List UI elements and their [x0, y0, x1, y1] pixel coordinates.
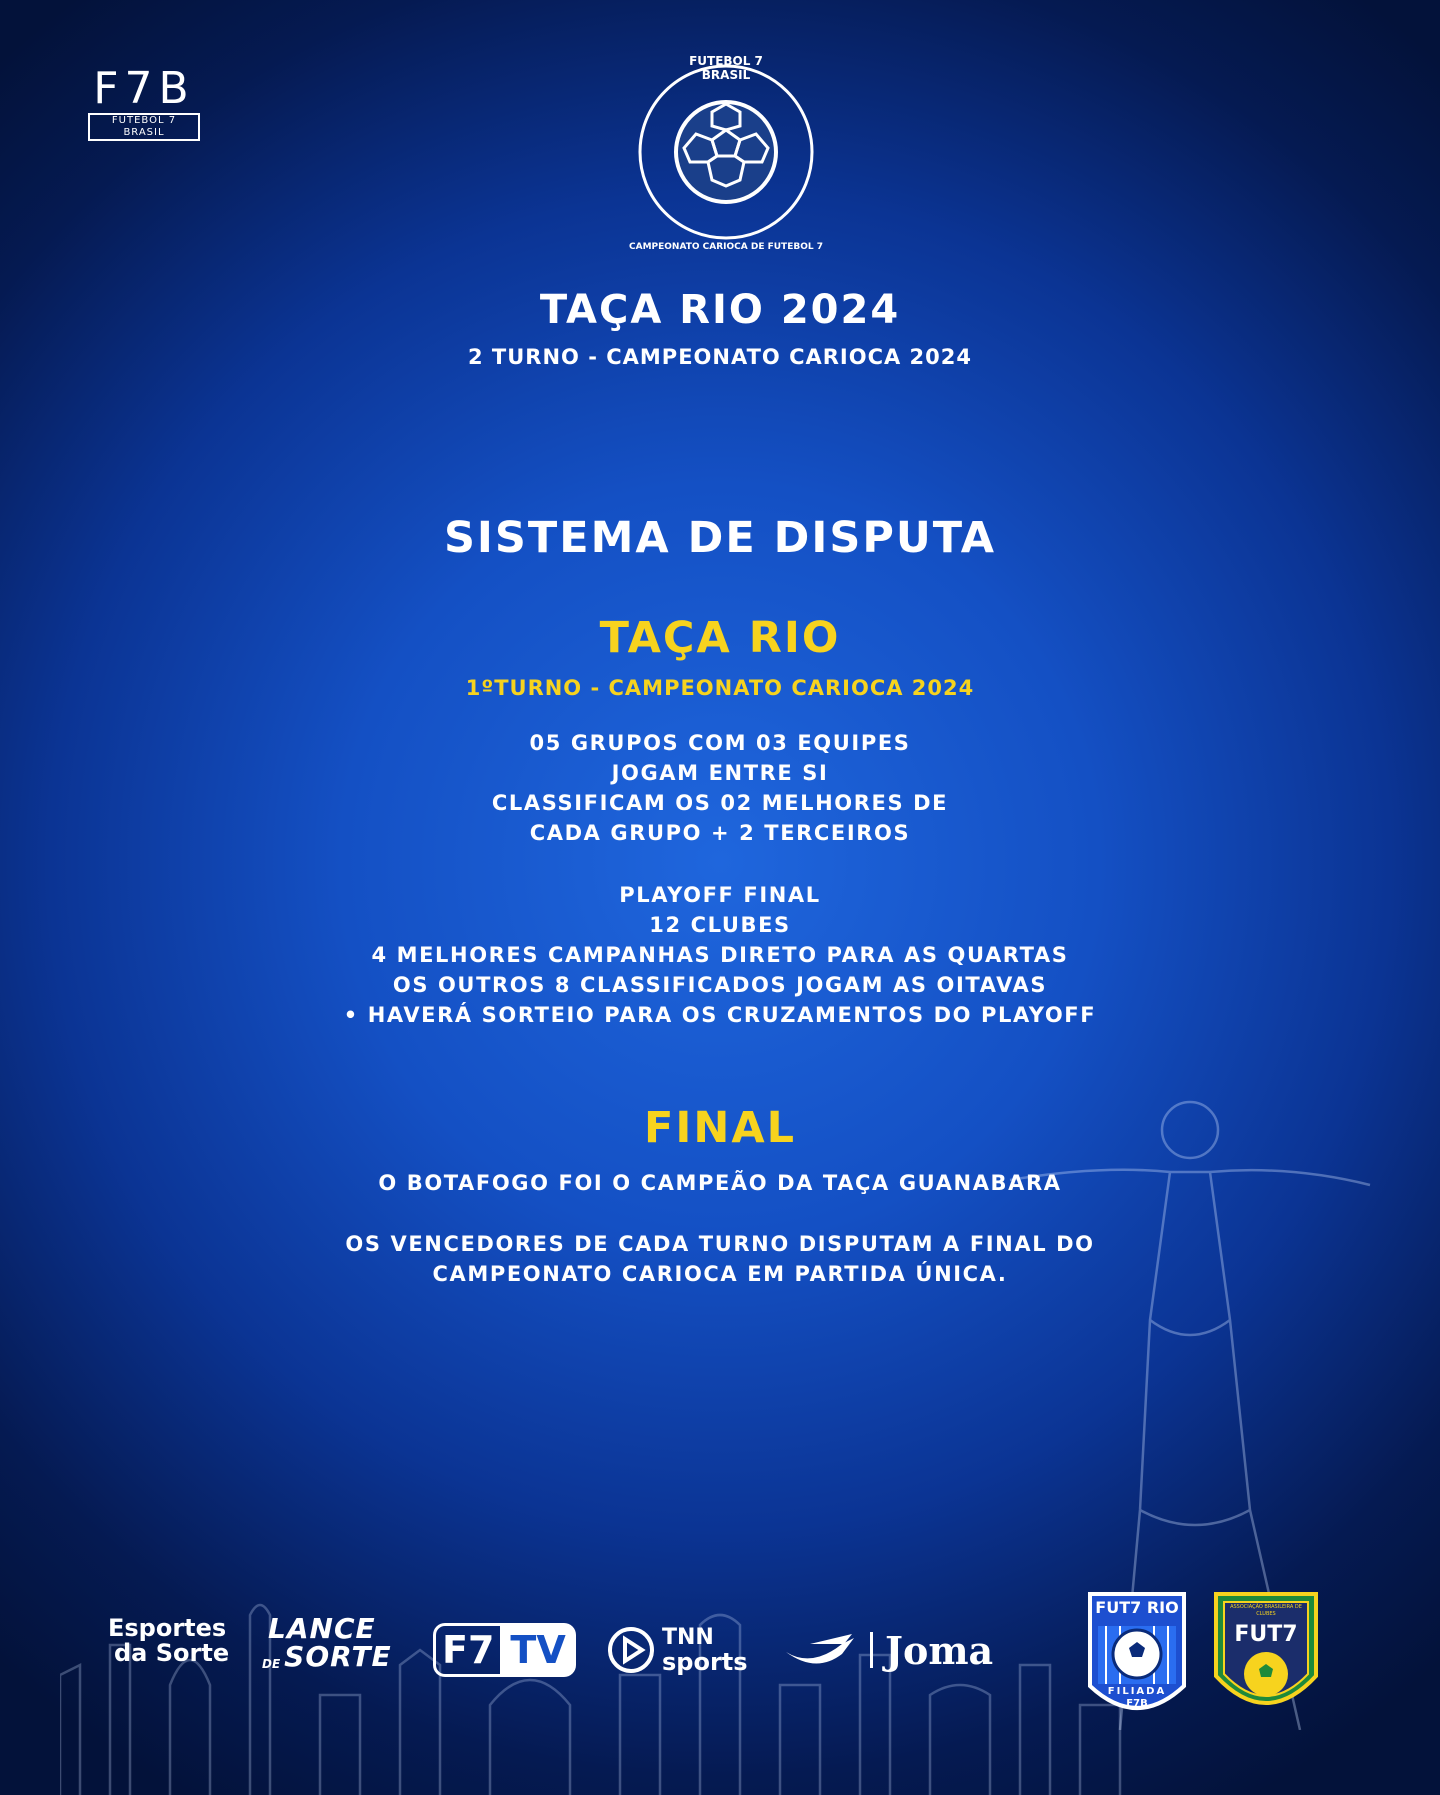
tnn-text [662, 1626, 748, 1674]
f7b-logo-main: F7B [93, 63, 195, 114]
f7b-logo [88, 63, 200, 138]
playoff-line: 4 MELHORES CAMPANHAS DIRETO PARA AS QUARTAS [371, 943, 1069, 967]
final-line-1: O BOTAFOGO FOI O CAMPEÃO DA TAÇA GUANABARA [378, 1171, 1062, 1195]
lance-de-sorte-logo [262, 1612, 417, 1685]
playoff-line: • HAVERÁ SORTEIO PARA OS CRUZAMENTOS DO PLAYOFF [343, 1003, 1097, 1027]
final-title: FINAL [643, 1103, 797, 1153]
group-line: CLASSIFICAM OS 02 MELHORES DE [491, 791, 949, 815]
joma-text: Joma [885, 1627, 994, 1673]
playoff-line: PLAYOFF FINAL [619, 883, 821, 907]
joma-j-icon [782, 1630, 858, 1670]
fut7-rio-title: FUT7 RIO [1095, 1598, 1179, 1617]
tnn-sports-logo [606, 1615, 756, 1685]
page-title: TAÇA RIO 2024 [539, 287, 901, 333]
final-line-2 [0, 1229, 1440, 1289]
lance-line2: SORTE [284, 1640, 392, 1673]
f7tv-logo [433, 1622, 577, 1678]
emblem-top-text: FUTEBOL 7 BRASIL [689, 54, 763, 82]
fut7-associacao-badge [1212, 1590, 1320, 1720]
group-line: CADA GRUPO + 2 TERCEIROS [529, 821, 911, 845]
emblem-ring [628, 52, 824, 262]
section-title: SISTEMA DE DISPUTA [443, 513, 997, 563]
lance-line2-row [262, 1640, 417, 1673]
taca-rio-subtitle: 1ºTURNO - CAMPEONATO CARIOCA 2024 [465, 676, 975, 700]
fut7-rio-badge [1084, 1590, 1190, 1720]
play-icon [606, 1625, 656, 1675]
esportes-da-sorte-logo [108, 1615, 238, 1685]
fut7-associacao-main: FUT7 [1234, 1622, 1298, 1647]
group-line: JOGAM ENTRE SI [611, 761, 829, 785]
playoff-line: OS OUTROS 8 CLASSIFICADOS JOGAM AS OITAVAS [392, 973, 1048, 997]
taca-rio-title: TAÇA RIO [599, 613, 841, 663]
esportes-line2: da Sorte [114, 1639, 230, 1667]
f7tv-tv: TV [500, 1623, 575, 1677]
fut7-associacao-top: ASSOCIAÇÃO BRASILEIRA DE CLUBES [1230, 1604, 1302, 1617]
joma-logo [782, 1615, 1012, 1685]
tnn-line2: sports [662, 1648, 748, 1676]
joma-divider [870, 1632, 873, 1668]
group-rules [0, 728, 1440, 848]
esportes-line1: Esportes [108, 1614, 227, 1642]
f7tv-f7: F7 [433, 1623, 500, 1677]
page-subtitle: 2 TURNO - CAMPEONATO CARIOCA 2024 [468, 345, 972, 369]
final-line-2b: CAMPEONATO CARIOCA EM PARTIDA ÚNICA. [432, 1262, 1008, 1286]
f7b-logo-sub: FUTEBOL 7 BRASIL [88, 113, 200, 141]
lance-de: DE [262, 1657, 281, 1671]
final-line-2a: OS VENCEDORES DE CADA TURNO DISPUTAM A FINAL DO [345, 1232, 1095, 1256]
lance-line1: LANCE [268, 1612, 376, 1645]
campeonato-emblem [628, 52, 824, 262]
emblem-bottom-text: CAMPEONATO CARIOCA DE FUTEBOL 7 [629, 242, 823, 252]
fut7-rio-sub1: FILIADA [1107, 1686, 1167, 1697]
group-line: 05 GRUPOS COM 03 EQUIPES [529, 731, 911, 755]
tnn-line1: TNN [662, 1625, 714, 1650]
playoff-rules [0, 880, 1440, 1030]
playoff-line: 12 CLUBES [649, 913, 791, 937]
fut7-rio-sub2: F7B [1126, 1698, 1148, 1709]
